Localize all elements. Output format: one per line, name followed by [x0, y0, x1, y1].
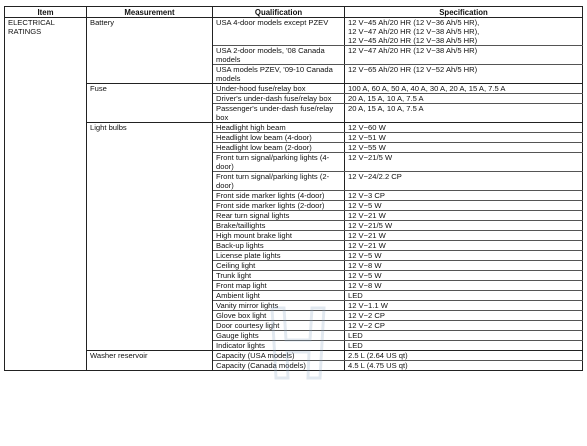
specification-cell: 12 V−3 CP: [345, 191, 583, 201]
specification-cell: LED: [345, 291, 583, 301]
specification-cell: 12 V−45 Ah/20 HR (12 V−36 Ah/5 HR), 12 V−47 Ah/20 HR (12 V−38 Ah/5 HR), 12 V−45 Ah/20 HR (12 V−38 Ah/5 HR): [345, 18, 583, 46]
qualification-cell: Door courtesy light: [213, 321, 345, 331]
specification-cell: LED: [345, 341, 583, 351]
qualification-cell: Indicator lights: [213, 341, 345, 351]
qualification-cell: Headlight high beam: [213, 123, 345, 133]
specification-cell: 12 V−24/2.2 CP: [345, 172, 583, 191]
specification-cell: 12 V−8 W: [345, 281, 583, 291]
qualification-cell: Ceiling light: [213, 261, 345, 271]
specification-cell: 2.5 L (2.64 US qt): [345, 351, 583, 361]
specification-cell: 4.5 L (4.75 US qt): [345, 361, 583, 371]
specification-cell: 20 A, 15 A, 10 A, 7.5 A: [345, 94, 583, 104]
measurement-cell: Battery: [87, 18, 213, 84]
table-row: [5, 18, 583, 46]
qualification-cell: Capacity (Canada models): [213, 361, 345, 371]
specification-cell: 12 V−65 Ah/20 HR (12 V−52 Ah/5 HR): [345, 65, 583, 84]
qualification-cell: Headlight low beam (2-door): [213, 143, 345, 153]
measurement-cell: Washer reservoir: [87, 351, 213, 371]
specification-cell: 12 V−1.1 W: [345, 301, 583, 311]
specification-cell: 12 V−21 W: [345, 211, 583, 221]
electrical-ratings-table: [4, 6, 583, 371]
qualification-cell: Front map light: [213, 281, 345, 291]
specification-cell: 12 V−60 W: [345, 123, 583, 133]
item-cell: ELECTRICAL RATINGS: [5, 18, 87, 371]
specification-cell: 12 V−21 W: [345, 241, 583, 251]
specification-cell: 12 V−2 CP: [345, 311, 583, 321]
qualification-cell: Glove box light: [213, 311, 345, 321]
qualification-cell: Gauge lights: [213, 331, 345, 341]
specification-cell: 12 V−5 W: [345, 271, 583, 281]
qualification-cell: Under-hood fuse/relay box: [213, 84, 345, 94]
qualification-cell: USA 2-door models, '08 Canada models: [213, 46, 345, 65]
qualification-cell: License plate lights: [213, 251, 345, 261]
table-row: [5, 84, 583, 94]
qualification-cell: Brake/taillights: [213, 221, 345, 231]
qualification-cell: USA models PZEV, '09-10 Canada models: [213, 65, 345, 84]
qualification-cell: Front side marker lights (4-door): [213, 191, 345, 201]
measurement-cell: Light bulbs: [87, 123, 213, 351]
qualification-cell: Rear turn signal lights: [213, 211, 345, 221]
specification-cell: 12 V−5 W: [345, 201, 583, 211]
qualification-cell: Vanity mirror lights: [213, 301, 345, 311]
table-header-row: [5, 7, 583, 18]
qualification-cell: Headlight low beam (4-door): [213, 133, 345, 143]
specification-cell: 12 V−21/5 W: [345, 221, 583, 231]
header-qualification: Qualification: [213, 7, 345, 18]
qualification-cell: Passenger's under-dash fuse/relay box: [213, 104, 345, 123]
qualification-cell: Back-up lights: [213, 241, 345, 251]
qualification-cell: Front turn signal/parking lights (4-door): [213, 153, 345, 172]
qualification-cell: Front side marker lights (2-door): [213, 201, 345, 211]
specification-cell: 12 V−47 Ah/20 HR (12 V−38 Ah/5 HR): [345, 46, 583, 65]
table-row: [5, 123, 583, 133]
header-item: Item: [5, 7, 87, 18]
specification-cell: 12 V−21 W: [345, 231, 583, 241]
qualification-cell: Front turn signal/parking lights (2-door): [213, 172, 345, 191]
specification-cell: 20 A, 15 A, 10 A, 7.5 A: [345, 104, 583, 123]
header-specification: Specification: [345, 7, 583, 18]
table-row: [5, 351, 583, 361]
qualification-cell: USA 4-door models except PZEV: [213, 18, 345, 46]
specification-cell: 12 V−2 CP: [345, 321, 583, 331]
qualification-cell: Ambient light: [213, 291, 345, 301]
table-body: [5, 18, 583, 371]
specification-cell: 12 V−55 W: [345, 143, 583, 153]
specification-cell: 12 V−8 W: [345, 261, 583, 271]
qualification-cell: Trunk light: [213, 271, 345, 281]
qualification-cell: Driver's under-dash fuse/relay box: [213, 94, 345, 104]
specification-cell: 12 V−5 W: [345, 251, 583, 261]
specification-cell: 12 V−51 W: [345, 133, 583, 143]
header-measurement: Measurement: [87, 7, 213, 18]
measurement-cell: Fuse: [87, 84, 213, 123]
specification-cell: LED: [345, 331, 583, 341]
specification-cell: 100 A, 60 A, 50 A, 40 A, 30 A, 20 A, 15 A, 7.5 A: [345, 84, 583, 94]
specification-cell: 12 V−21/5 W: [345, 153, 583, 172]
qualification-cell: Capacity (USA models): [213, 351, 345, 361]
qualification-cell: High mount brake light: [213, 231, 345, 241]
